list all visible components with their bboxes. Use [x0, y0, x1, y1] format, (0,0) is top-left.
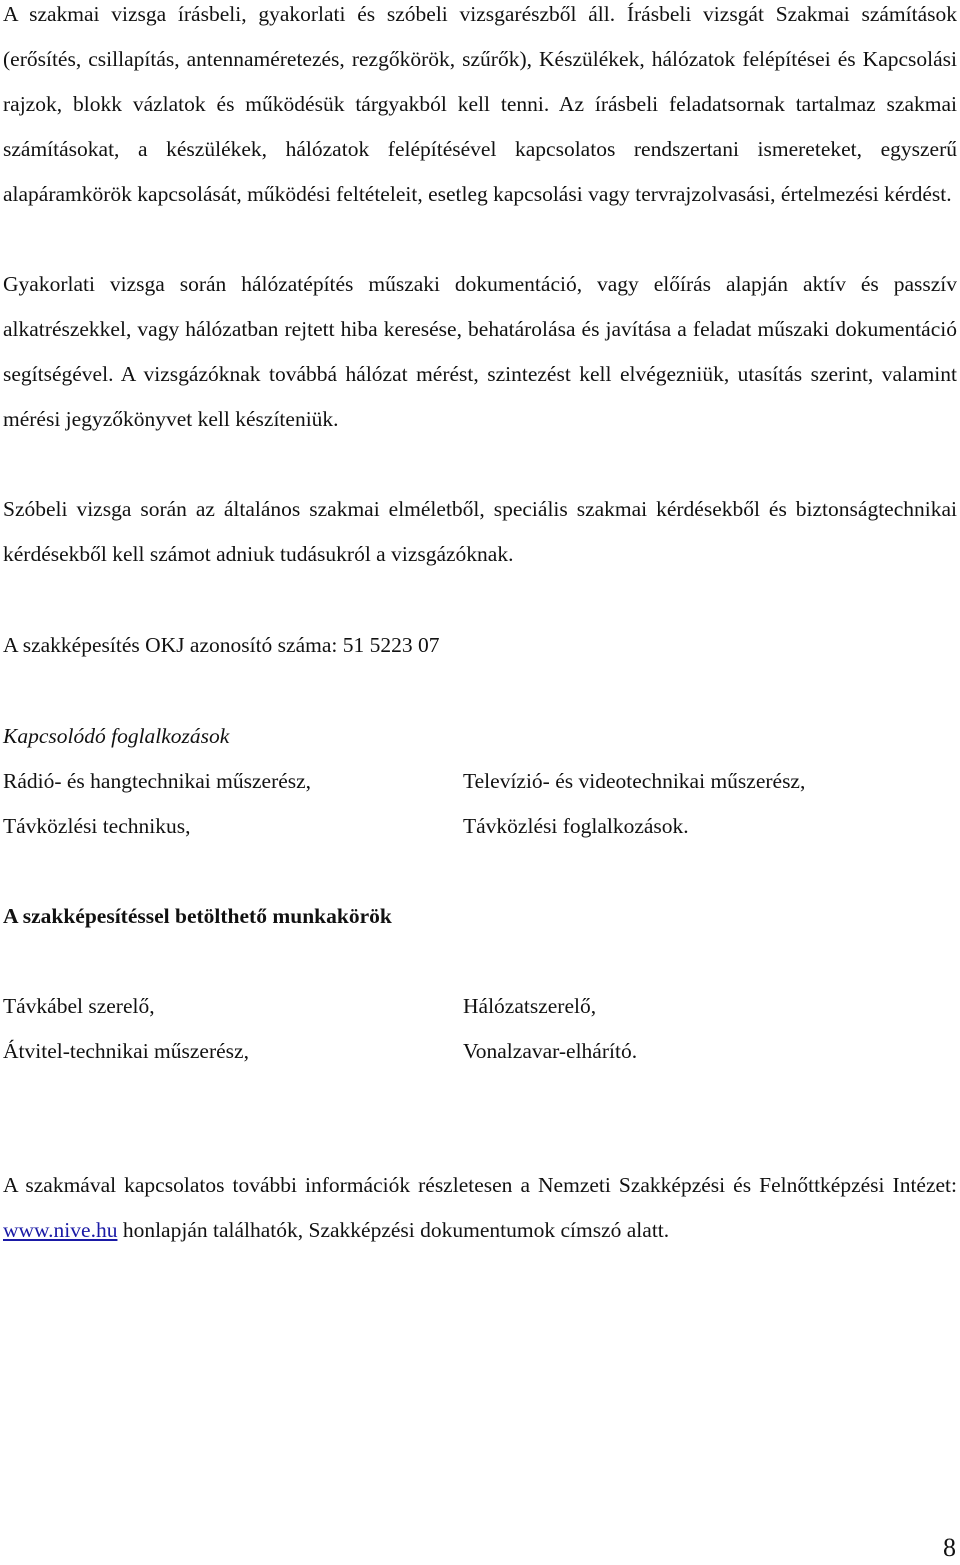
- occupation-item: Távközlési foglalkozások.: [463, 814, 689, 838]
- info-text-before: A szakmával kapcsolatos további információk részletesen a Nemzeti Szakképzési és Felnőttképzési Intézet:: [3, 1173, 957, 1197]
- okj-identifier: A szakképesítés OKJ azonosító száma: 51 5223 07: [3, 633, 440, 657]
- occupation-item: Televízió- és videotechnikai műszerész,: [463, 769, 806, 793]
- jobs-heading: A szakképesítéssel betölthető munkakörök: [3, 904, 392, 928]
- job-item: Távkábel szerelő,: [3, 994, 155, 1018]
- exam-description-paragraph: A szakmai vizsga írásbeli, gyakorlati és szóbeli vizsgarészből áll. Írásbeli vizsgát Szakmai számítások (erősítés, csillapítás, antennaméretezés, rezgőkörök, szűrők), Készülékek, hálózatok felépítései és Kapcsolási rajzok, blokk vázlatok és működésük tárgyakból kell tenni. Az írásbeli feladatsornak tartalmaz szakmai számításokat, a készülékek, hálózatok felépítésével kapcsolatos rendszertani ismereteket, egyszerű alapáramkörök kapcsolását, működési feltételeit, esetleg kapcsolási vagy tervrajzolvasási, értelmezési kérdést.: [3, 2, 957, 206]
- occupations-heading: Kapcsolódó foglalkozások: [3, 724, 230, 748]
- page-number: 8: [943, 1533, 956, 1562]
- practical-exam-paragraph: Gyakorlati vizsga során hálózatépítés műszaki dokumentáció, vagy előírás alapján aktív és passzív alkatrészekkel, vagy hálózatban rejtett hiba keresése, behatárolása és javítása a feladat műszaki dokumentáció segítségével. A vizsgázóknak továbbá hálózat mérést, szintezést kell elvégezniük, utasítás szerint, valamint mérési jegyzőkönyvet kell készíteniük.: [3, 272, 957, 431]
- job-item: Hálózatszerelő,: [463, 994, 597, 1018]
- job-item: Vonalzavar-elhárító.: [463, 1039, 638, 1063]
- oral-exam-paragraph: Szóbeli vizsga során az általános szakmai elméletből, speciális szakmai kérdésekből és biztonságtechnikai kérdésekből kell számot adniuk tudásukról a vizsgázóknak.: [3, 497, 957, 566]
- occupation-item: Rádió- és hangtechnikai műszerész,: [3, 769, 312, 793]
- info-paragraph: [3, 1163, 957, 1253]
- occupation-item: Távközlési technikus,: [3, 814, 191, 838]
- info-text-after: honlapján találhatók, Szakképzési dokumentumok címszó alatt.: [117, 1218, 670, 1242]
- job-item: Átvitel-technikai műszerész,: [3, 1039, 249, 1063]
- nive-link[interactable]: www.nive.hu: [3, 1218, 118, 1242]
